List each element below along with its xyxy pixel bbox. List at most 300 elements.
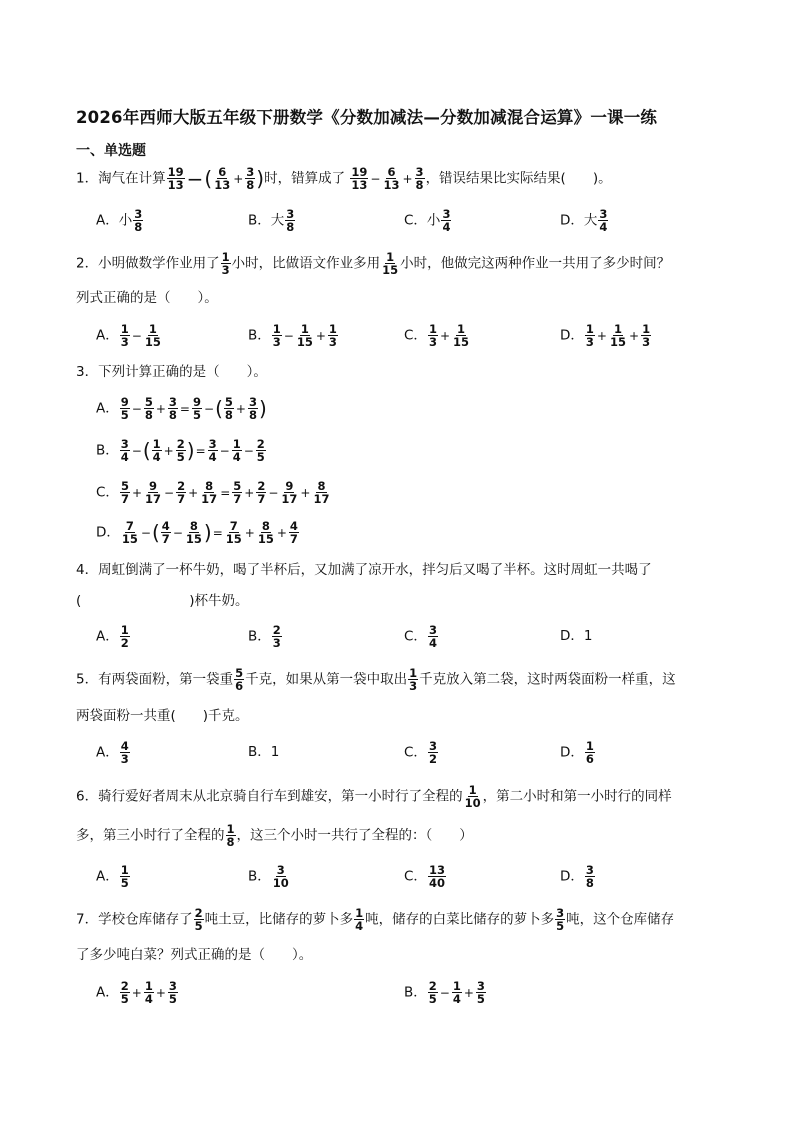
option-label: B．: [248, 868, 271, 885]
option-label: A．: [96, 628, 119, 645]
fraction: [176, 438, 186, 463]
option-label: A．: [96, 984, 119, 1001]
fraction: [194, 907, 204, 932]
denominator: 8: [168, 408, 177, 422]
numerator: 1: [120, 863, 129, 877]
fraction: [144, 480, 162, 505]
plus-sign: +: [439, 328, 451, 343]
denominator: 3: [120, 752, 129, 766]
option-a[interactable]: [96, 740, 131, 765]
question-text: 小明做数学作业用了: [98, 255, 220, 272]
numerator: 1: [613, 322, 622, 336]
numerator: 1: [148, 322, 157, 336]
numerator: 1: [585, 739, 594, 753]
option-b[interactable]: [248, 208, 296, 233]
question-text: 千克放入第二袋，这时两袋面粉一样重，这: [419, 671, 676, 688]
plus-sign: +: [315, 328, 326, 343]
question-text: 淘气在计算: [98, 170, 166, 187]
fraction: [120, 740, 130, 765]
numerator: 3: [246, 165, 255, 179]
denominator: 15: [382, 263, 399, 277]
denominator: 4: [120, 450, 129, 464]
question-text: 小时，比做语文作业多用: [231, 255, 381, 272]
question-text: 吨，储存的白菜比储存的萝卜多: [365, 911, 555, 928]
question-text: 吨，这个仓库储存: [566, 911, 675, 928]
fraction: [225, 520, 243, 545]
fraction: [144, 980, 154, 1005]
numerator: 2: [428, 979, 437, 993]
fraction: [555, 907, 565, 932]
option-a[interactable]: [96, 323, 163, 348]
fraction: [452, 323, 470, 348]
denominator: 7: [233, 492, 242, 506]
option-label: D．: [560, 628, 584, 644]
fraction: [144, 396, 154, 421]
denominator: 8: [246, 178, 255, 192]
question-text: 时，错算成了: [264, 170, 346, 187]
fraction: [161, 520, 171, 545]
minus-sign: −: [164, 485, 175, 500]
question-4-line2: ( )杯牛奶。: [76, 593, 249, 609]
question-1: [76, 166, 612, 191]
denominator: 3: [120, 335, 129, 349]
fraction: [428, 624, 438, 649]
plus-sign: +: [155, 401, 166, 416]
question-number: 1．: [76, 170, 99, 187]
equals-sign: =: [220, 485, 231, 500]
denominator: 17: [313, 492, 330, 506]
denominator: 13: [351, 178, 368, 192]
plus-sign: +: [235, 401, 246, 416]
option-label: B．: [248, 628, 271, 645]
fraction: [224, 396, 234, 421]
plus-sign: +: [233, 171, 244, 186]
fraction: [234, 667, 244, 692]
question-text: 下列计算正确的是（ ）。: [98, 364, 267, 380]
fraction: [272, 323, 282, 348]
denominator: 3: [642, 335, 651, 349]
paren: (: [215, 396, 223, 421]
minus-sign: −: [204, 401, 215, 416]
denominator: 15: [121, 532, 138, 546]
fraction: [428, 980, 438, 1005]
denominator: 5: [168, 992, 177, 1006]
option-label: D．: [560, 744, 584, 761]
denominator: 5: [556, 919, 565, 933]
numerator: 3: [556, 906, 565, 920]
denominator: 3: [409, 679, 418, 693]
denominator: 10: [464, 796, 481, 810]
option-label: D．: [560, 868, 584, 885]
option-a[interactable]: [96, 864, 131, 889]
fraction: [272, 864, 290, 889]
fraction: [257, 520, 275, 545]
numerator: 3: [208, 437, 217, 451]
fraction: [152, 438, 162, 463]
question-text: ，错误结果比实际结果( )。: [425, 170, 612, 187]
denominator: 4: [599, 220, 608, 234]
numerator: 2: [120, 979, 129, 993]
numerator: 1: [355, 906, 364, 920]
numerator: 6: [387, 165, 396, 179]
fraction: [428, 323, 438, 348]
option-a[interactable]: [96, 624, 131, 649]
question-5: [76, 667, 676, 692]
denominator: 5: [120, 876, 129, 890]
denominator: 4: [452, 992, 461, 1006]
minus-sign: −: [131, 328, 142, 343]
option-label: B．: [248, 327, 271, 344]
denominator: 17: [281, 492, 298, 506]
numerator: 1: [328, 322, 337, 336]
numerator: 3: [276, 863, 285, 877]
denominator: 4: [152, 450, 161, 464]
numerator: 3: [599, 207, 608, 221]
denominator: 4: [232, 450, 241, 464]
denominator: 4: [208, 450, 217, 464]
fraction: [382, 166, 400, 191]
fraction: [120, 396, 130, 421]
denominator: 8: [415, 178, 424, 192]
plus-sign: +: [244, 525, 255, 540]
option-d[interactable]: [96, 520, 300, 545]
numerator: 1: [468, 783, 477, 797]
paren: ): [203, 520, 212, 545]
option-label: A．: [96, 868, 119, 885]
numerator: 3: [428, 623, 437, 637]
plus-sign: +: [463, 985, 474, 1000]
fraction: [120, 323, 130, 348]
denominator: 5: [120, 408, 129, 422]
fraction: [280, 480, 298, 505]
fraction: [585, 864, 595, 889]
option-b[interactable]: [248, 864, 291, 889]
option-d[interactable]: [560, 323, 652, 348]
question-6: [76, 784, 672, 809]
option-label: C．: [404, 868, 427, 885]
denominator: 10: [272, 876, 289, 890]
fraction: [585, 323, 595, 348]
numerator: 8: [261, 519, 270, 533]
fraction: [133, 208, 143, 233]
plus-sign: +: [131, 485, 143, 500]
question-text: 多，第三小时行了全程的: [76, 827, 225, 844]
option-c[interactable]: [404, 323, 471, 348]
numerator: 7: [125, 519, 134, 533]
numerator: 1: [457, 322, 466, 336]
paren: (: [151, 520, 160, 545]
denominator: 15: [225, 532, 242, 546]
option-label: C．: [404, 327, 427, 344]
fraction: [121, 520, 139, 545]
denominator: 3: [272, 636, 281, 650]
numerator: 3: [585, 863, 594, 877]
numerator: 1: [120, 322, 129, 336]
denominator: 40: [428, 876, 445, 890]
numerator: 1: [152, 437, 161, 451]
question-number: 7．: [76, 911, 99, 928]
fraction: [226, 823, 236, 848]
numerator: 1: [585, 322, 594, 336]
question-5-line2: 两袋面粉一共重( )千克。: [76, 708, 249, 724]
paren: ): [186, 438, 195, 463]
plus-sign: +: [300, 485, 311, 500]
fraction: [232, 438, 242, 463]
minus-sign: −: [219, 443, 230, 458]
fraction: [428, 740, 438, 765]
option-a[interactable]: [96, 396, 267, 421]
fraction: [415, 166, 425, 191]
denominator: 8: [248, 408, 257, 422]
denominator: 4: [144, 992, 153, 1006]
numerator: 3: [428, 739, 437, 753]
question-number: 4．: [76, 562, 99, 578]
numerator: 13: [428, 863, 445, 877]
question-text: 有两袋面粉，第一袋重: [98, 671, 234, 688]
fraction: [452, 980, 462, 1005]
option-value: 1: [270, 744, 280, 760]
minus-sign: −: [186, 166, 204, 191]
fraction: [354, 907, 364, 932]
denominator: 7: [120, 492, 129, 506]
option-label: C．: [404, 744, 427, 761]
numerator: 19: [351, 165, 368, 179]
minus-sign: −: [243, 443, 254, 458]
denominator: 3: [221, 263, 230, 277]
fraction: [441, 208, 451, 233]
denominator: 7: [257, 492, 266, 506]
minus-sign: −: [283, 328, 294, 343]
fraction: [120, 438, 130, 463]
denominator: 13: [383, 178, 400, 192]
minus-sign: −: [140, 525, 151, 540]
minus-sign: −: [439, 985, 450, 1000]
denominator: 15: [453, 335, 470, 349]
fraction: [168, 396, 178, 421]
numerator: 2: [176, 437, 185, 451]
question-number: 3．: [76, 364, 99, 380]
question-text: 千克，如果从第一袋中取出: [245, 671, 408, 688]
numerator: 1: [300, 322, 309, 336]
fraction: [585, 740, 595, 765]
option-label: A．: [96, 327, 119, 344]
plus-sign: +: [276, 525, 287, 540]
numerator: 8: [189, 519, 198, 533]
option-b[interactable]: [248, 323, 339, 348]
option-b[interactable]: [248, 624, 283, 649]
fraction: [641, 323, 651, 348]
numerator: 9: [120, 395, 129, 409]
question-text: 周虹倒满了一杯牛奶，喝了半杯后，又加满了凉开水，拌匀后又喝了半杯。这时周虹一共喝了: [98, 562, 652, 578]
fraction: [167, 166, 185, 191]
minus-sign: −: [172, 525, 183, 540]
numerator: 2: [257, 479, 266, 493]
denominator: 8: [224, 408, 233, 422]
question-text: 吨土豆，比储存的萝卜多: [204, 911, 354, 928]
fraction: [185, 520, 203, 545]
minus-sign: −: [131, 401, 142, 416]
plus-sign: +: [402, 171, 413, 186]
denominator: 5: [176, 450, 185, 464]
fraction: [192, 396, 202, 421]
numerator: 7: [229, 519, 238, 533]
numerator: 19: [167, 165, 184, 179]
denominator: 15: [144, 335, 161, 349]
option-d[interactable]: [560, 864, 596, 889]
option-a[interactable]: [96, 208, 144, 233]
numerator: 3: [168, 979, 177, 993]
fraction: [312, 480, 330, 505]
option-label: A．小: [96, 212, 133, 229]
denominator: 17: [145, 492, 162, 506]
minus-sign: −: [131, 443, 142, 458]
option-label: B．: [96, 442, 119, 459]
option-label: D．: [96, 524, 120, 541]
numerator: 3: [134, 207, 143, 221]
numerator: 2: [272, 623, 281, 637]
paren: (: [142, 438, 151, 463]
denominator: 8: [286, 220, 295, 234]
denominator: 3: [272, 335, 281, 349]
numerator: 3: [248, 395, 257, 409]
option-label: D．大: [560, 212, 598, 229]
denominator: 8: [144, 408, 153, 422]
option-label: B．: [248, 744, 271, 760]
paren: ): [258, 396, 267, 421]
equals-sign: =: [195, 443, 206, 458]
denominator: 15: [609, 335, 626, 349]
denominator: 5: [428, 992, 437, 1006]
numerator: 3: [442, 207, 451, 221]
fraction: [285, 208, 295, 233]
plus-sign: +: [163, 443, 174, 458]
option-label: D．: [560, 327, 584, 344]
equals-sign: =: [212, 525, 223, 540]
denominator: 6: [235, 679, 244, 693]
denominator: 7: [177, 492, 186, 506]
option-c[interactable]: [404, 624, 439, 649]
option-a[interactable]: [96, 980, 179, 1005]
fraction: [256, 480, 266, 505]
numerator: 8: [317, 479, 326, 493]
numerator: 4: [161, 519, 170, 533]
numerator: 1: [428, 322, 437, 336]
numerator: 5: [224, 395, 233, 409]
denominator: 2: [428, 752, 437, 766]
fraction: [598, 208, 608, 233]
denominator: 5: [194, 919, 203, 933]
option-c[interactable]: [404, 208, 452, 233]
denominator: 5: [192, 408, 201, 422]
fraction: [328, 323, 338, 348]
numerator: 9: [192, 395, 201, 409]
numerator: 3: [286, 207, 295, 221]
option-b[interactable]: [248, 740, 279, 764]
numerator: 1: [452, 979, 461, 993]
option-label: C．: [96, 484, 119, 501]
denominator: 8: [226, 835, 235, 849]
denominator: 8: [134, 220, 143, 234]
numerator: 5: [144, 395, 153, 409]
option-label: C．小: [404, 212, 441, 229]
denominator: 3: [328, 335, 337, 349]
equals-sign: =: [179, 401, 190, 416]
option-c[interactable]: [404, 740, 439, 765]
minus-sign: −: [370, 171, 381, 186]
question-7: [76, 907, 674, 932]
option-b[interactable]: [96, 438, 267, 463]
numerator: 5: [120, 479, 129, 493]
fraction: [381, 251, 399, 276]
question-text: 小时，他做完这两种作业一共用了多少时间？: [400, 255, 671, 272]
question-2: [76, 251, 670, 276]
option-label: B．大: [248, 212, 285, 229]
fraction: [213, 166, 231, 191]
fraction: [221, 251, 231, 276]
numerator: 1: [272, 322, 281, 336]
question-7-line2: 了多少吨白菜？列式正确的是（ ）。: [76, 947, 313, 963]
numerator: 3: [120, 437, 129, 451]
fraction: [609, 323, 627, 348]
numerator: 1: [409, 666, 418, 680]
fraction: [168, 980, 178, 1005]
numerator: 3: [476, 979, 485, 993]
numerator: 9: [285, 479, 294, 493]
denominator: 3: [428, 335, 437, 349]
denominator: 4: [442, 220, 451, 234]
fraction: [296, 323, 314, 348]
question-3: [76, 360, 267, 384]
question-text: 学校仓库储存了: [98, 911, 193, 928]
question-2-line2: 列式正确的是（ ）。: [76, 290, 218, 306]
numerator: 1: [232, 437, 241, 451]
denominator: 15: [257, 532, 274, 546]
denominator: 4: [355, 919, 364, 933]
fraction: [248, 396, 258, 421]
option-label: C．: [404, 628, 427, 645]
option-label: B．: [404, 984, 427, 1001]
page-title: 2026年西师大版五年级下册数学《分数加减法—分数加减混合运算》一课一练: [76, 108, 658, 127]
question-number: 2．: [76, 255, 99, 272]
numerator: 2: [256, 437, 265, 451]
fraction: [256, 438, 266, 463]
denominator: 13: [167, 178, 184, 192]
plus-sign: +: [155, 985, 166, 1000]
numerator: 3: [415, 165, 424, 179]
option-d[interactable]: [560, 624, 593, 648]
fraction: [350, 166, 368, 191]
question-text: ，这三个小时一共行了全程的：（ ）: [236, 827, 473, 844]
denominator: 15: [296, 335, 313, 349]
option-d[interactable]: [560, 740, 596, 765]
option-b[interactable]: [404, 980, 487, 1005]
paren: (: [204, 166, 213, 191]
fraction: [245, 166, 255, 191]
fraction: [120, 980, 130, 1005]
plus-sign: +: [188, 485, 199, 500]
numerator: 1: [386, 250, 395, 264]
paren: ): [256, 166, 265, 191]
fraction: [144, 323, 162, 348]
numerator: 3: [168, 395, 177, 409]
option-d[interactable]: [560, 208, 609, 233]
option-c[interactable]: [404, 864, 447, 889]
numerator: 1: [642, 322, 651, 336]
denominator: 6: [585, 752, 594, 766]
option-c[interactable]: [96, 480, 332, 505]
fraction: [476, 980, 486, 1005]
fraction: [464, 784, 482, 809]
